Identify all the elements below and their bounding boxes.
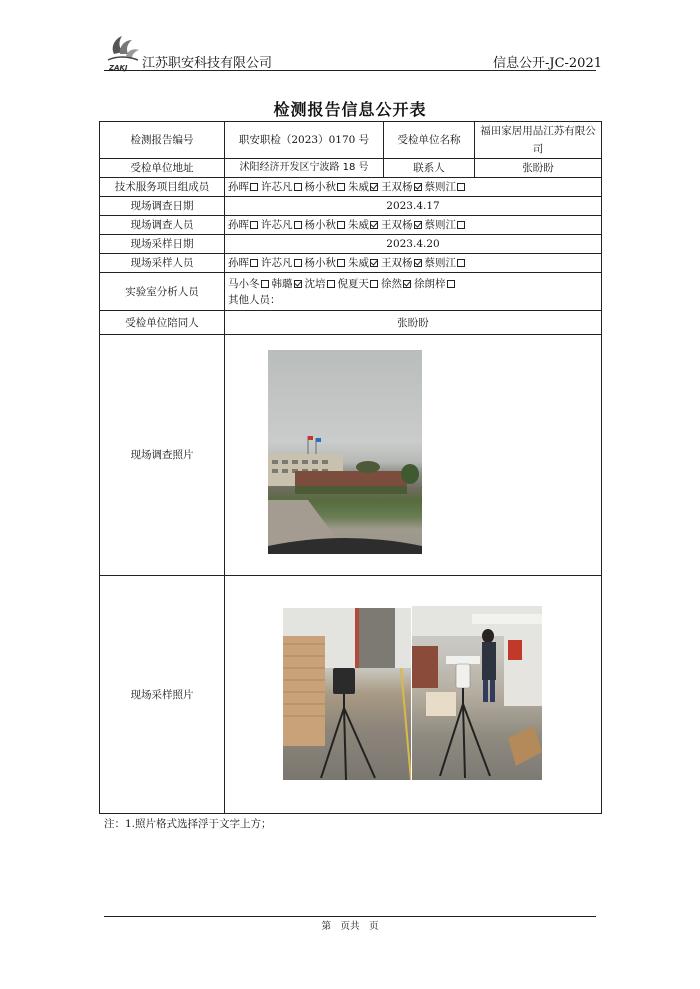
unchecked-box-icon (261, 280, 269, 288)
table-row (100, 122, 602, 159)
staff-entry (305, 257, 349, 269)
staff-entry (414, 278, 458, 290)
sampling-photo-2 (412, 606, 542, 780)
sampling-date-value: 2023.4.20 (225, 235, 602, 254)
staff-entry (228, 181, 261, 193)
company-logo (106, 32, 140, 72)
staff-name: 倪夏天 (337, 277, 369, 290)
document-code: 信息公开-JC-2021 (492, 56, 602, 71)
staff-name: 孙晖 (228, 257, 249, 269)
footer-divider (104, 916, 596, 917)
table-row (100, 254, 602, 273)
staff-name: 许芯凡 (261, 257, 293, 269)
unchecked-box-icon (294, 183, 302, 191)
staff-name: 王双杨 (381, 219, 413, 231)
survey-photo-label: 现场调查照片 (100, 335, 225, 576)
staff-entry (425, 257, 469, 269)
staff-entry (381, 219, 425, 231)
table-row (100, 311, 602, 335)
sampling-photo-1 (283, 608, 411, 780)
unchecked-box-icon (250, 221, 258, 229)
sampling-staff (225, 254, 602, 273)
table-row (100, 159, 602, 178)
staff-name: 韩璐 (271, 277, 293, 290)
staff-name: 朱威 (348, 181, 369, 193)
footnote: 注：1.照片格式选择浮于文字上方； (104, 818, 272, 830)
escort-label: 受检单位陪同人 (100, 311, 225, 335)
page-title: 检测报告信息公开表 (273, 100, 427, 119)
checked-box-icon (370, 183, 378, 191)
staff-name: 沈培 (304, 277, 326, 290)
staff-entry (261, 219, 305, 231)
lab-other: 其他人员： (228, 293, 281, 306)
lab-staff-list (228, 276, 598, 292)
staff-entry (381, 257, 425, 269)
staff-name: 孙晖 (228, 181, 249, 193)
lab-staff (225, 273, 602, 311)
team-label: 技术服务项目组成员 (100, 178, 225, 197)
checked-box-icon (370, 221, 378, 229)
staff-name: 杨小秋 (304, 219, 336, 231)
staff-entry (305, 181, 349, 193)
unchecked-box-icon (370, 280, 378, 288)
unchecked-box-icon (457, 221, 465, 229)
checked-box-icon (370, 259, 378, 267)
checked-box-icon (403, 280, 411, 288)
page-number: 第 页共 页 (321, 921, 379, 932)
staff-entry (261, 181, 305, 193)
unchecked-box-icon (294, 221, 302, 229)
checked-box-icon (414, 183, 422, 191)
report-no-label: 检测报告编号 (100, 122, 225, 159)
address-label: 受检单位地址 (100, 159, 225, 178)
unchecked-box-icon (447, 280, 455, 288)
table-row (100, 273, 602, 311)
staff-name: 朱威 (348, 257, 369, 269)
staff-entry (381, 181, 425, 193)
sampling-photo-label: 现场采样照片 (100, 576, 225, 814)
table-row (100, 178, 602, 197)
table-row (100, 235, 602, 254)
lab-label: 实验室分析人员 (100, 273, 225, 311)
table-row (100, 216, 602, 235)
checked-box-icon (414, 259, 422, 267)
staff-name: 许芯凡 (261, 181, 293, 193)
staff-name: 蔡则江 (424, 257, 456, 269)
checked-box-icon (294, 280, 302, 288)
team-members (225, 178, 602, 197)
unchecked-box-icon (457, 259, 465, 267)
contact-label: 联系人 (384, 159, 475, 178)
staff-name: 蔡则江 (424, 219, 456, 231)
staff-entry (348, 181, 381, 193)
client-label: 受检单位名称 (384, 122, 475, 159)
unchecked-box-icon (250, 259, 258, 267)
survey-date-label: 现场调查日期 (100, 197, 225, 216)
staff-entry (348, 257, 381, 269)
staff-entry (338, 278, 382, 290)
table-row (100, 197, 602, 216)
staff-name: 马小冬 (228, 277, 260, 290)
staff-entry (228, 278, 272, 290)
staff-entry (381, 278, 414, 290)
sampling-staff-label: 现场采样人员 (100, 254, 225, 273)
staff-name: 孙晖 (228, 219, 249, 231)
contact-value: 张盼盼 (475, 159, 602, 178)
checked-box-icon (414, 221, 422, 229)
staff-entry (228, 257, 261, 269)
staff-entry (261, 257, 305, 269)
staff-entry (348, 219, 381, 231)
report-no-value: 职安职检（2023）0170 号 (225, 122, 384, 159)
staff-entry (425, 181, 469, 193)
survey-date-value: 2023.4.17 (225, 197, 602, 216)
survey-photo (268, 350, 422, 554)
unchecked-box-icon (337, 183, 345, 191)
unchecked-box-icon (250, 183, 258, 191)
staff-name: 朱威 (348, 219, 369, 231)
unchecked-box-icon (337, 221, 345, 229)
address-value: 沭阳经济开发区宁波路 18 号 (225, 159, 384, 178)
staff-entry (425, 219, 469, 231)
staff-entry (228, 219, 261, 231)
unchecked-box-icon (294, 259, 302, 267)
staff-entry (305, 278, 338, 290)
escort-value: 张盼盼 (225, 311, 602, 335)
staff-name: 徐然 (381, 277, 402, 290)
survey-staff-label: 现场调查人员 (100, 216, 225, 235)
staff-name: 蔡则江 (424, 181, 456, 193)
unchecked-box-icon (327, 280, 335, 288)
company-name: 江苏职安科技有限公司 (142, 56, 273, 71)
client-value: 福田家居用品江苏有限公司 (475, 122, 602, 159)
logo-text: ZAKJ (109, 64, 128, 72)
staff-name: 徐朗梓 (414, 277, 446, 290)
survey-staff (225, 216, 602, 235)
staff-entry (305, 219, 349, 231)
sampling-date-label: 现场采样日期 (100, 235, 225, 254)
unchecked-box-icon (337, 259, 345, 267)
unchecked-box-icon (457, 183, 465, 191)
staff-name: 杨小秋 (304, 257, 336, 269)
staff-entry (272, 278, 305, 290)
staff-name: 杨小秋 (304, 181, 336, 193)
staff-name: 王双杨 (381, 181, 413, 193)
staff-name: 王双杨 (381, 257, 413, 269)
staff-name: 许芯凡 (261, 219, 293, 231)
header-divider (104, 70, 596, 71)
